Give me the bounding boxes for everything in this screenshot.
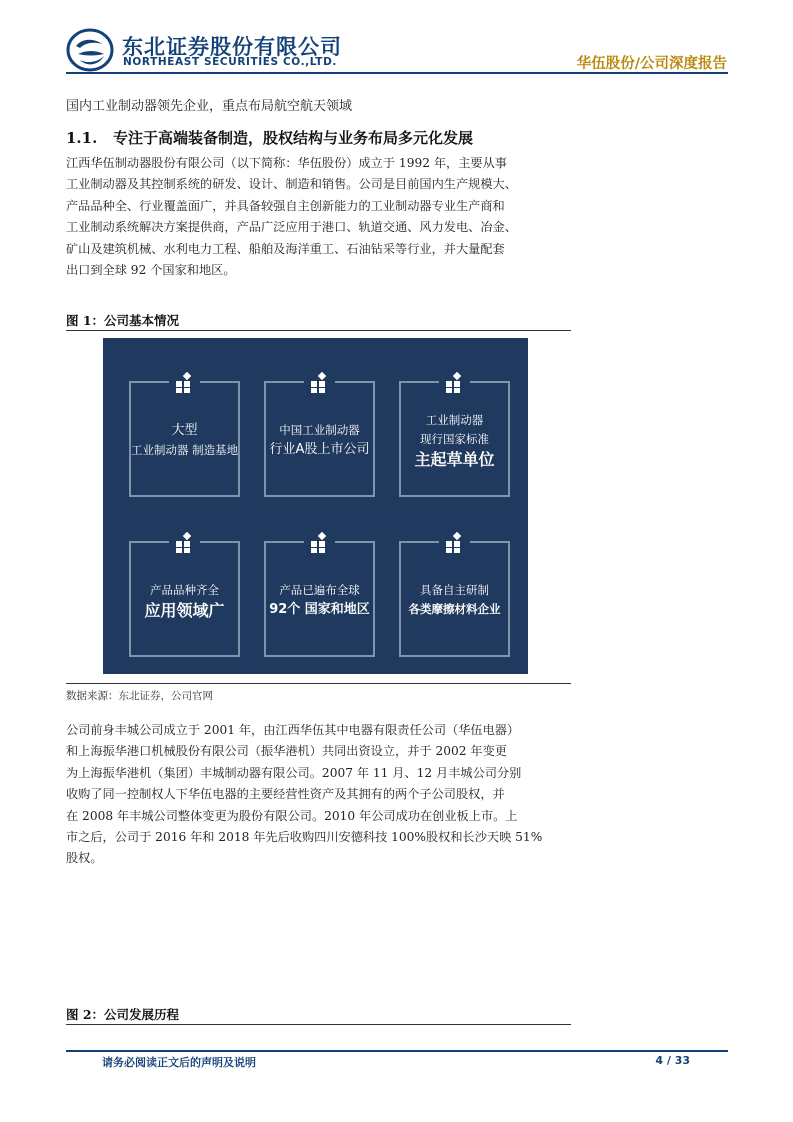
footer-disclaimer: 请务必阅读正文后的声明及说明 (102, 1056, 256, 1069)
card-line: 行业A股上市公司 (269, 442, 370, 457)
brand-name-cn: 东北证券股份有限公司 (122, 35, 342, 59)
paragraph-line: 矿山及建筑机械、水利电力工程、船舶及海洋重工、石油钻采等行业，并大量配套 (66, 241, 505, 256)
card-line: 大型 (171, 423, 198, 438)
blocks-icon (445, 372, 467, 394)
figure-1-bottom-rule (66, 683, 571, 684)
card-line: 92个 国家和地区 (269, 602, 370, 617)
card-line: 主起草单位 (414, 450, 495, 469)
overview-card-friction-materials (399, 541, 510, 657)
card-line: 各类摩擦材料企业 (408, 602, 501, 616)
paragraph-line: 股权。 (66, 851, 103, 866)
blocks-icon (445, 532, 467, 554)
paragraph-line: 公司前身丰城公司成立于 2001 年，由江西华伍其中电器有限责任公司（华伍电器） (66, 723, 520, 737)
paragraph-line: 市之后，公司于 2016 年和 2018 年先后收购四川安德科技 100%股权和长沙天映 51% (66, 830, 543, 845)
card-line: 产品品种齐全 (150, 583, 219, 597)
overview-card-listed-company (264, 381, 375, 497)
company-overview-panel (103, 338, 528, 674)
card-line: 现行国家标准 (420, 432, 489, 446)
figure-1-title: 图 1：公司基本情况 (66, 313, 180, 328)
figure-2-top-rule (66, 1024, 571, 1025)
paragraph-line: 产品品种全、行业覆盖面广，并具备较强自主创新能力的工业制动器专业生产商和 (66, 198, 505, 213)
paragraph-line: 和上海振华港口机械股份有限公司（振华港机）共同出资设立，并于 2002 年变更 (66, 744, 507, 759)
header-divider (66, 72, 728, 74)
card-line: 工业制动器 制造基地 (131, 443, 239, 457)
footer-divider (66, 1050, 728, 1052)
paragraph-line: 在 2008 年丰城公司整体变更为股份有限公司。2010 年公司成功在创业板上市。上 (66, 808, 518, 823)
page-number: 4 / 33 (655, 1054, 690, 1067)
card-line: 具备自主研制 (420, 583, 489, 597)
blocks-icon (310, 372, 332, 394)
paragraph-line: 为上海振华港机（集团）丰城制动器有限公司。2007 年 11 月、12 月丰城公司分别 (66, 765, 522, 780)
overview-card-product-range (129, 541, 240, 657)
history-paragraph (66, 720, 576, 870)
brand-name-en: NORTHEAST SECURITIES CO.,LTD. (123, 56, 337, 68)
figure-1-top-rule (66, 330, 571, 331)
paragraph-line: 工业制动系统解决方案提供商，产品广泛应用于港口、轨道交通、风力发电、冶金、 (66, 220, 517, 235)
figure-2-title: 图 2：公司发展历程 (66, 1007, 180, 1022)
blocks-icon (310, 532, 332, 554)
paragraph-line: 江西华伍制动器股份有限公司（以下简称：华伍股份）成立于 1992 年，主要从事 (66, 156, 507, 170)
card-line: 中国工业制动器 (279, 423, 360, 437)
northeast-securities-logo-icon (66, 28, 114, 72)
section-heading (66, 127, 473, 148)
blocks-icon (175, 532, 197, 554)
card-line: 应用领域广 (144, 601, 225, 620)
overview-card-global-reach (264, 541, 375, 657)
card-line: 工业制动器 (425, 413, 484, 427)
report-subtitle: 国内工业制动器领先企业，重点布局航空航天领域 (66, 99, 353, 114)
paragraph-line: 收购了同一控制权人下华伍电器的主要经营性资产及其拥有的两个子公司股权，并 (66, 787, 505, 802)
card-line: 产品已遍布全球 (279, 583, 360, 597)
overview-card-manufacturing-base (129, 381, 240, 497)
intro-paragraph (66, 153, 576, 281)
paragraph-line: 出口到全球 92 个国家和地区。 (66, 263, 236, 278)
blocks-icon (175, 372, 197, 394)
report-type: 华伍股份/公司深度报告 (576, 56, 727, 72)
paragraph-line: 工业制动器及其控制系统的研发、设计、制造和销售。公司是目前国内生产规模大、 (66, 177, 517, 192)
section-title: 专注于高端装备制造，股权结构与业务布局多元化发展 (113, 129, 474, 147)
overview-card-standard-drafter (399, 381, 510, 497)
figure-1-source: 数据来源：东北证券，公司官网 (66, 690, 213, 702)
section-number: 1.1. (66, 129, 98, 147)
